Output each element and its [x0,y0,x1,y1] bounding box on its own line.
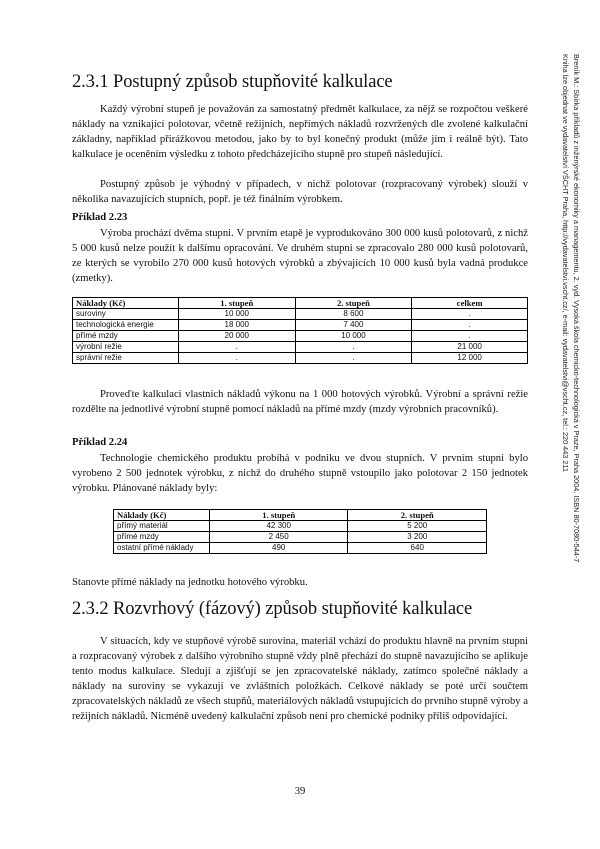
example-2-24-text [72,451,528,496]
table-header: 1. stupeň [178,298,295,309]
table-cell: přímé mzdy [114,532,210,543]
table-header: 2. stupeň [348,510,487,521]
page-number: 39 [294,786,306,797]
table-header-row [73,298,528,309]
section-title-2-3-2: 2.3.2 Rozvrhový (fázový) způsob stupňovité kalkulace [72,599,473,619]
table-header: Náklady (Kč) [73,298,179,309]
table-cell: . [178,353,295,364]
table-cell: přímý materiál [114,521,210,532]
table-cell: suroviny [73,309,179,320]
paragraph-advantage-text: Postupný způsob je výhodný v případech, v nichž polotovar (rozpracovaný výrobek) slouží v několika navazujících stupních, popř. je též finálním výrobkem. [72,179,528,205]
example-2-23-text-body: Výroba prochází dvěma stupni. V prvním etapě je vyprodukováno 300 000 kusů polotovarů, z nichž 5 000 kusů nelze použít k dalšímu opracování. Ve druhém stupni se zpracovalo 280 000 kusů polotovarů, ze kterých se vyrobilo 270 000 kusů hotových výrobků a zbývajících 10 000 kusů byla vadná produkce (zmetky). [72,228,528,284]
table-cell: přímé mzdy [73,331,179,342]
table-row [114,521,487,532]
table-cell: ostatní přímé náklady [114,543,210,554]
table-header: 2. stupeň [295,298,412,309]
paragraph-phase-method-text: V situacích, kdy ve stupňové výrobě surovina, materiál vchází do produktu hlavně na prvním stupni a rozpracovaný výrobek z dalšího výrobního stupně vždy plně přechází do stupně navazujícího se aplikuje tento modus kalkulace. Sledují a zjišťují se jen zpracovatelské náklady, zatímco společné náklady a náklady na suroviny se vykazují ve zvláštních položkách. Celkové náklady se poté určí součtem zpracovatelských nákladů ze všech stupňů, materiálových nákladů vstupujících do prvního stupně výroby a režijních nákladů. Nicméně uvedený kalkulační způsob není pro chemické podniky příliš odpovídající. [72,636,528,722]
table-row [73,331,528,342]
table-row [73,342,528,353]
table-cell: 18 000 [178,320,295,331]
costs-table-2-24 [113,509,487,554]
example-2-24-text-body: Technologie chemického produktu probíhá v podniku ve dvou stupních. V prvním stupni bylo vyrobeno 2 500 jednotek výrobku, z nichž do druhého stupně vstoupilo jako polotovar 2 150 jednotek výrobku. Plánované náklady byly: [72,453,528,494]
paragraph-intro-text: Každý výrobní stupeň je považován za samostatný předmět kalkulace, za nějž se rozpočtou veškeré náklady na vznikající polotovar, včetně režijních, nepřímých nákladů rozvržených dle zvolené kalkulační základny, například přirážkovou metodou, jako by to byl konečný produkt (může jím i reálně být). Tato kalkulace je oceněním výsledku z tohoto předcházejícího stupně pro stupeň následující. [72,104,528,160]
example-2-23-text [72,226,528,286]
paragraph-intro [72,102,528,162]
table-cell: výrobní režie [73,342,179,353]
table-cell: 3 200 [348,532,487,543]
table-cell: 5 200 [348,521,487,532]
section-title-2-3-1: 2.3.1 Postupný způsob stupňovité kalkulace [72,72,393,92]
table-cell: 10 000 [178,309,295,320]
table-cell: 2 450 [209,532,348,543]
table-cell: . [412,309,528,320]
table-cell: 7 400 [295,320,412,331]
table-row [73,353,528,364]
table-row [73,320,528,331]
table-header: Náklady (Kč) [114,510,210,521]
table-cell: 640 [348,543,487,554]
example-2-24-task: Stanovte přímé náklady na jednotku hotového výrobku. [72,577,308,588]
table-cell: 490 [209,543,348,554]
table-cell: 21 000 [412,342,528,353]
table-header: 1. stupeň [209,510,348,521]
table-cell: technologická energie [73,320,179,331]
table-cell: správní režie [73,353,179,364]
table-row [73,309,528,320]
paragraph-phase-method [72,634,528,724]
example-2-23-title: Příklad 2.23 [72,212,128,223]
table-cell: . [412,331,528,342]
example-2-23-task [72,387,528,417]
table-cell: 20 000 [178,331,295,342]
side-note-line-1: Breník M.: Sbírka příkladů z inženýrské ekonomiky a managementu, 2. vyd. Vysoká škola chemicko-technologická v Praze, Praha 2004. ISBN 80-7080-544-7 [572,54,581,563]
table-cell: 10 000 [295,331,412,342]
paragraph-advantage [72,177,528,207]
table-cell: . [412,320,528,331]
table-cell: 8 600 [295,309,412,320]
table-row [114,532,487,543]
table-cell: 42 300 [209,521,348,532]
side-note-line-2: Kniha lze objednat ve vydavatelství VŠCHT Praha, http://vydavatelstvi.vscht.cz/, e-mail: vydavatelstvi@vscht.cz, tel.: 220 443 211 [561,54,570,472]
table-row [114,543,487,554]
table-cell: . [295,342,412,353]
table-header-row [114,510,487,521]
table-cell: . [295,353,412,364]
example-2-24-title: Příklad 2.24 [72,437,128,448]
example-2-23-task-text: Proveďte kalkulaci vlastních nákladů výkonu na 1 000 hotových výrobků. Výrobní a správní režie rozdělte na jednotlivé výrobní stupně pomocí nákladů na přímé mzdy (mzdy výrobních pracovníků). [72,389,528,415]
table-header: celkem [412,298,528,309]
table-cell: . [178,342,295,353]
table-cell: 12 000 [412,353,528,364]
costs-table-2-23 [72,297,528,364]
